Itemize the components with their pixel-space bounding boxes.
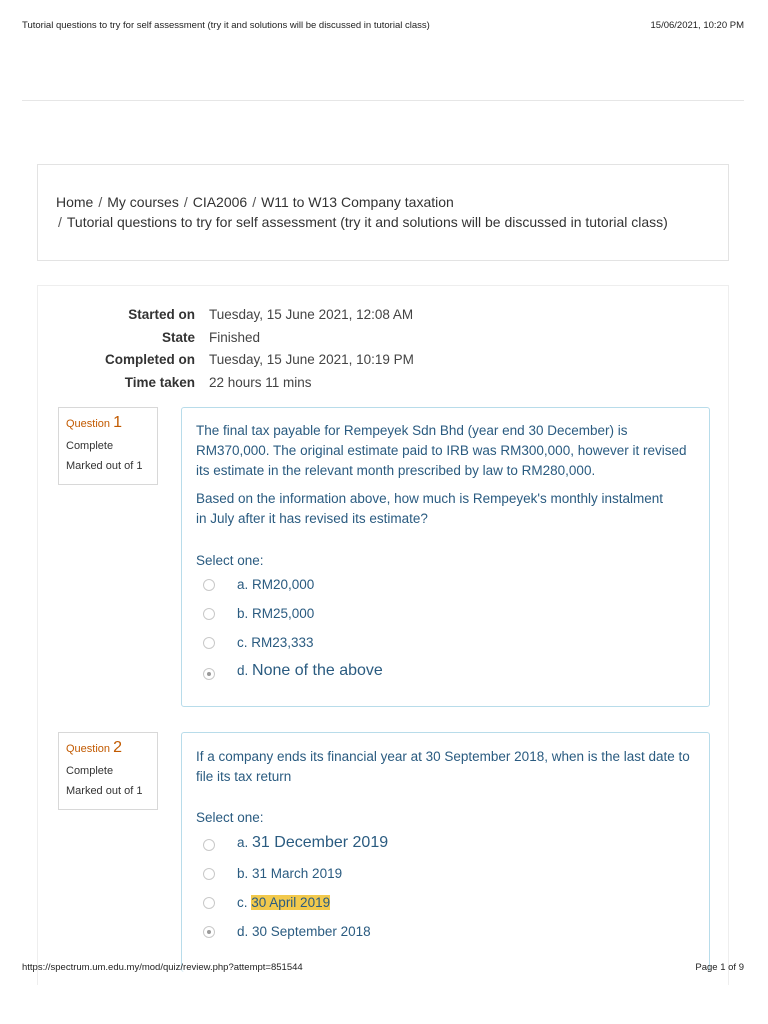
question-2-status: Complete xyxy=(66,765,114,777)
breadcrumb xyxy=(37,164,729,261)
completed-on-value: Tuesday, 15 June 2021, 10:19 PM xyxy=(209,352,414,367)
question-2-option-c-radio[interactable] xyxy=(203,897,215,909)
time-taken-label: Time taken xyxy=(124,375,195,390)
highlighted-answer: 30 April 2019 xyxy=(251,895,331,910)
question-2-info xyxy=(58,732,158,810)
question-1-option-d-radio[interactable] xyxy=(203,668,215,680)
question-1-option-c[interactable]: c. RM23,333 xyxy=(237,635,314,650)
question-2-number: Question 2 xyxy=(66,739,122,756)
question-2-text: If a company ends its financial year at 30 September 2018, when is the last date to file its tax return xyxy=(196,749,690,784)
breadcrumb-section[interactable]: W11 to W13 Company taxation xyxy=(261,194,454,210)
question-2-content xyxy=(181,732,710,972)
question-2-option-a-radio[interactable] xyxy=(203,839,215,851)
breadcrumb-course[interactable]: CIA2006 xyxy=(192,194,248,210)
state-label: State xyxy=(161,330,195,345)
header-divider xyxy=(22,100,744,101)
print-header-title: Tutorial questions to try for self assessment (try it and solutions will be discussed in tutorial class) xyxy=(22,20,430,31)
breadcrumb-quiz[interactable]: Tutorial questions to try for self assessment (try it and solutions will be discussed in tutorial class) xyxy=(66,214,668,230)
question-1-option-a[interactable]: a. RM20,000 xyxy=(237,577,315,592)
footer-url: https://spectrum.um.edu.my/mod/quiz/review.php?attempt=851544 xyxy=(22,962,303,973)
state-value: Finished xyxy=(209,330,261,345)
question-1-status: Complete xyxy=(66,440,114,452)
question-1-option-c-radio[interactable] xyxy=(203,637,215,649)
breadcrumb-separator: / xyxy=(98,194,103,210)
question-2-marks: Marked out of 1 xyxy=(66,785,143,797)
breadcrumb-separator: / xyxy=(183,194,188,210)
question-1-marks: Marked out of 1 xyxy=(66,460,143,472)
question-2-option-a[interactable]: a. 31 December 2019 xyxy=(237,834,389,851)
question-1-option-b-radio[interactable] xyxy=(203,608,215,620)
question-2-option-c[interactable]: c. 30 April 2019 xyxy=(237,895,331,910)
question-1-option-b[interactable]: b. RM25,000 xyxy=(237,606,315,621)
started-on-label: Started on xyxy=(128,307,195,322)
breadcrumb-home[interactable]: Home xyxy=(56,194,94,210)
print-header-datetime: 15/06/2021, 10:20 PM xyxy=(650,20,744,31)
question-1-option-a-radio[interactable] xyxy=(203,579,215,591)
question-1-select-label: Select one: xyxy=(196,553,264,568)
question-1-number: Question 1 xyxy=(66,414,122,431)
question-2-option-b-radio[interactable] xyxy=(203,868,215,880)
question-2-option-d[interactable]: d. 30 September 2018 xyxy=(237,924,371,939)
time-taken-value: 22 hours 11 mins xyxy=(209,375,312,390)
question-1-option-d[interactable]: d. None of the above xyxy=(237,662,383,679)
question-1-content xyxy=(181,407,710,707)
breadcrumb-my-courses[interactable]: My courses xyxy=(107,194,179,210)
question-1-text-p2: Based on the information above, how much is Rempeyek's monthly instalment in July after it has revised its estimate? xyxy=(196,491,664,526)
question-2-select-label: Select one: xyxy=(196,810,264,825)
breadcrumb-separator: / xyxy=(58,214,62,230)
footer-page-number: Page 1 of 9 xyxy=(695,962,744,973)
breadcrumb-separator: / xyxy=(252,194,257,210)
question-2-option-d-radio[interactable] xyxy=(203,926,215,938)
question-1-text-p1: The final tax payable for Rempeyek Sdn Bhd (year end 30 December) is RM370,000. The original estimate paid to IRB was RM300,000, however it revised its estimate in the relevant month prescribed by law to RM280,000. xyxy=(196,423,687,478)
question-2-option-b[interactable]: b. 31 March 2019 xyxy=(237,866,343,881)
question-1-info xyxy=(58,407,158,485)
started-on-value: Tuesday, 15 June 2021, 12:08 AM xyxy=(209,307,414,322)
completed-on-label: Completed on xyxy=(105,352,195,367)
